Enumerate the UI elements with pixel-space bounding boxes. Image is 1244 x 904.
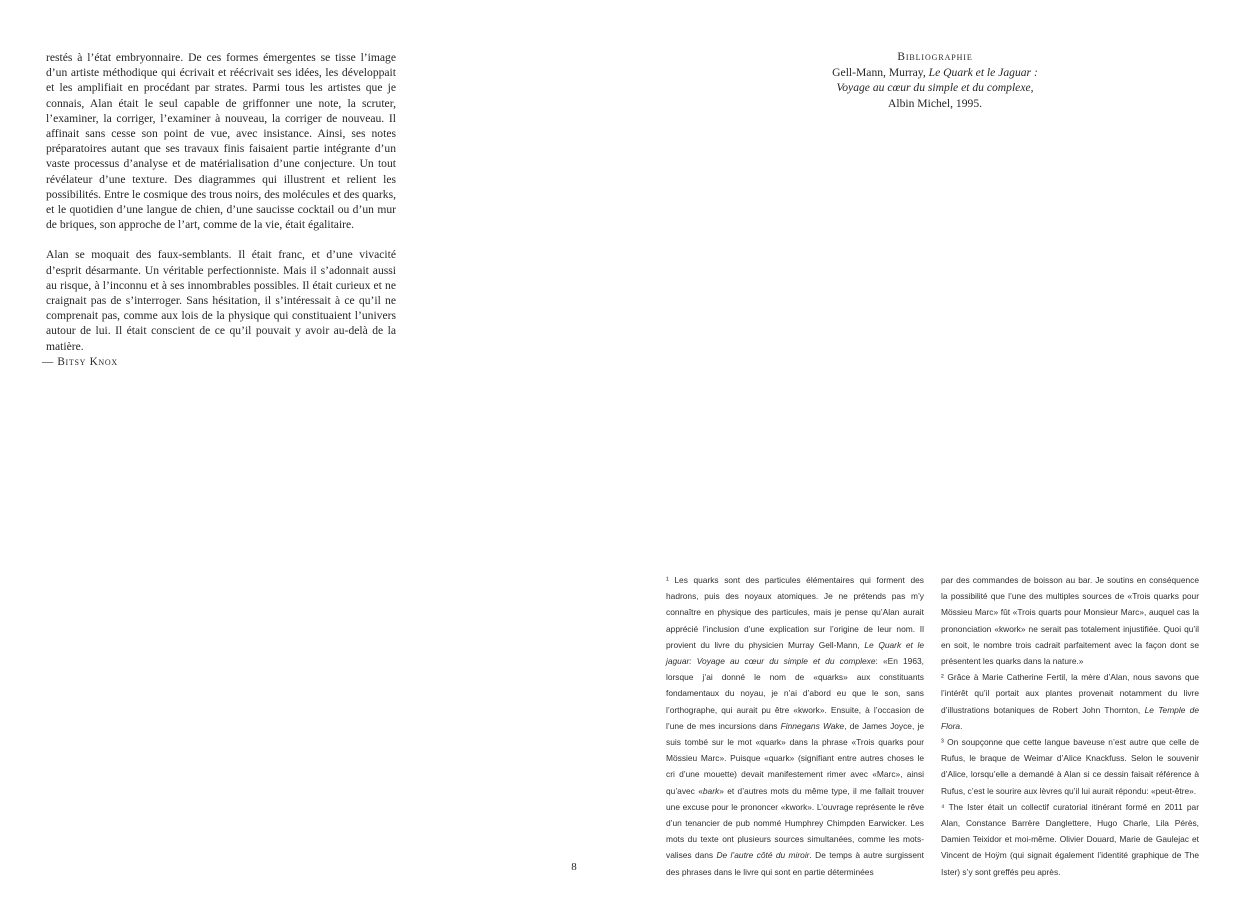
page-number: 8 — [571, 861, 577, 873]
footnote-1 — [666, 572, 924, 880]
footnote-book-title: Finnegans Wake — [780, 720, 845, 731]
bibliography-entry-line1 — [760, 65, 1110, 80]
footnote-word: bark — [702, 785, 720, 796]
footnote-text: ¹ Les quarks sont des particules élémentaires qui forment des hadrons, puis des noyaux atomiques. Je ne prétends pas m’y connaître en physique des particules, mais je pense qu’Alan aurait apprécié l’inclusion d’une explication sur l’origine de leur nom. Il provient du livre du physicien Murray Gell-Mann, — [666, 575, 924, 650]
footnote-text: . De temps à autre surgissent des phrases dans le livre qui sont en partie déterminées — [666, 850, 925, 877]
essay-body — [46, 50, 396, 369]
essay-paragraph: restés à l’état embryonnaire. De ces formes émergentes se tisse l’image d’un artiste méthodique qui écrivait et réécrivait ses idées, les développait et les amplifiait en procédant par strates. Parmi tous les artistes que je connais, Alan était le seul capable de griffonner une note, la scruter, l’examiner, la corriger, l’examiner à nouveau, la corriger de nouveau. Il affinait sans cesse son point de vue, avec insistance. Ainsi, ses notes préparatoires autant que ses travaux finis faisaient partie intégrante d’un vaste processus d’analyse et de matérialisation d’une conjecture. Un tout révélateur d’une texture. Des diagrammes qui illustrent et relient les possibilités. Entre le cosmique des trous noirs, des molécules et des quarks, et le quotidien d’une langue de chien, d’une saucisse cocktail ou d’un mur de briques, son approche de l’art, comme de la vie, était égalitaire. — [46, 51, 396, 232]
footnotes-column-left — [666, 572, 924, 880]
author-signature: — Bitsy Knox — [42, 356, 118, 368]
footnote-book-title: De l’autre côté du miroir — [716, 850, 810, 861]
bibliography-publisher: Albin Michel, 1995. — [887, 96, 983, 110]
bibliography — [760, 50, 1110, 111]
bibliography-subtitle: Voyage au cœur du simple et du complexe, — [836, 81, 1034, 95]
bibliography-heading: Bibliographie — [897, 51, 973, 63]
footnote-book-title: Le Quark et le jaguar: Voyage au cœur du simple et du complexe — [666, 639, 924, 667]
footnote-4: ⁴ The Ister était un collectif curatorial itinérant formé en 2011 par Alan, Constance Barrère Danglettere, Hugo Charle, Lila Pérès, Damien Teixidor et moi-même. Olivier Douard, Marie de Gaulejac et Vincent de Hoÿm (qui signait également l’identité graphique de The Ister) s’y sont greffés peu après. — [941, 801, 1199, 877]
footnotes-column-right — [941, 572, 1199, 880]
footnote-text: . — [960, 720, 963, 731]
footnote-1-continued: par des commandes de boisson au bar. Je soutins en conséquence la possibilité que l’une des multiples sources de «Trois quarks pour Mössieu Marc» fût «Trois quarts pour Monsieur Marc», auquel cas la prononciation «kwork» ne serait pas totalement injustifiée. Quoi qu’il en soit, le nombre trois cadrait parfaitement avec la façon dont se présentent les quarks dans la nature.» — [941, 575, 1199, 667]
footnote-book-title: Le Temple de Flora — [941, 704, 1199, 731]
footnote-text: , de James Joyce, je suis tombé sur le mot «quark» dans la phrase «Trois quarks pour Mössieu Marc». Puisque «quark» (signifiant entre autres choses le cri d’une mouette) devait manifestement rimer avec «Marc», ainsi qu’avec « — [666, 720, 924, 796]
bibliography-title: Le Quark et le Jaguar : — [928, 66, 1038, 80]
footnote-text: ² Grâce à Marie Catherine Fertil, la mère d’Alan, nous savons que l’intérêt qu’il portait aux plantes provenait notamment du livre d’illustrations botaniques de Robert John Thornton, — [941, 672, 1199, 715]
footnote-3: ³ On soupçonne que cette langue baveuse n’est autre que celle de Rufus, le braque de Weimar d’Alice Knackfuss. Selon le souvenir d’Alice, lorsqu’elle a demandé à Alan si ce dessin faisait référence à Rufus, c’est le sourire aux lèvres qu’il lui aurait répondu: «peut-être». — [941, 737, 1199, 796]
footnote-text: » et d’autres mots du même type, il me fallait trouver une excuse pour le prononcer «kwork». L’ouvrage représente le rêve d’un tenancier de pub nommé Humphrey Chimpden Earwicker. Les mots du texte ont plusieurs sources simultanées, comme les mots-valises dans — [666, 785, 924, 861]
footnote-2 — [941, 669, 1199, 734]
essay-paragraph: Alan se moquait des faux-semblants. Il était franc, et d’une vivacité d’esprit désarmante. Un véritable perfectionniste. Mais il s’adonnait aussi au risque, à l’inconnu et à ses innombrables possibles. Il était curieux et ne craignait pas de s’interroger. Sans hésitation, il s’intéressait à ce qu’il ne comprenait pas, comme aux lois de la physique qui constituaient l’univers autour de lui. Il était conscient de ce qu’il pouvait y avoir au-delà de la matière. — [46, 248, 396, 353]
bibliography-author: Gell-Mann, Murray, — [832, 66, 929, 80]
footnote-text: : «En 1963, lorsque j’ai donné le nom de «quarks» aux constituants fondamentaux du noyau, je n’ai d’abord eu que le son, sans l’orthographe, qui aurait pu être «kwork». Ensuite, à l’occasion de l’une de mes incursions dans — [666, 656, 924, 731]
